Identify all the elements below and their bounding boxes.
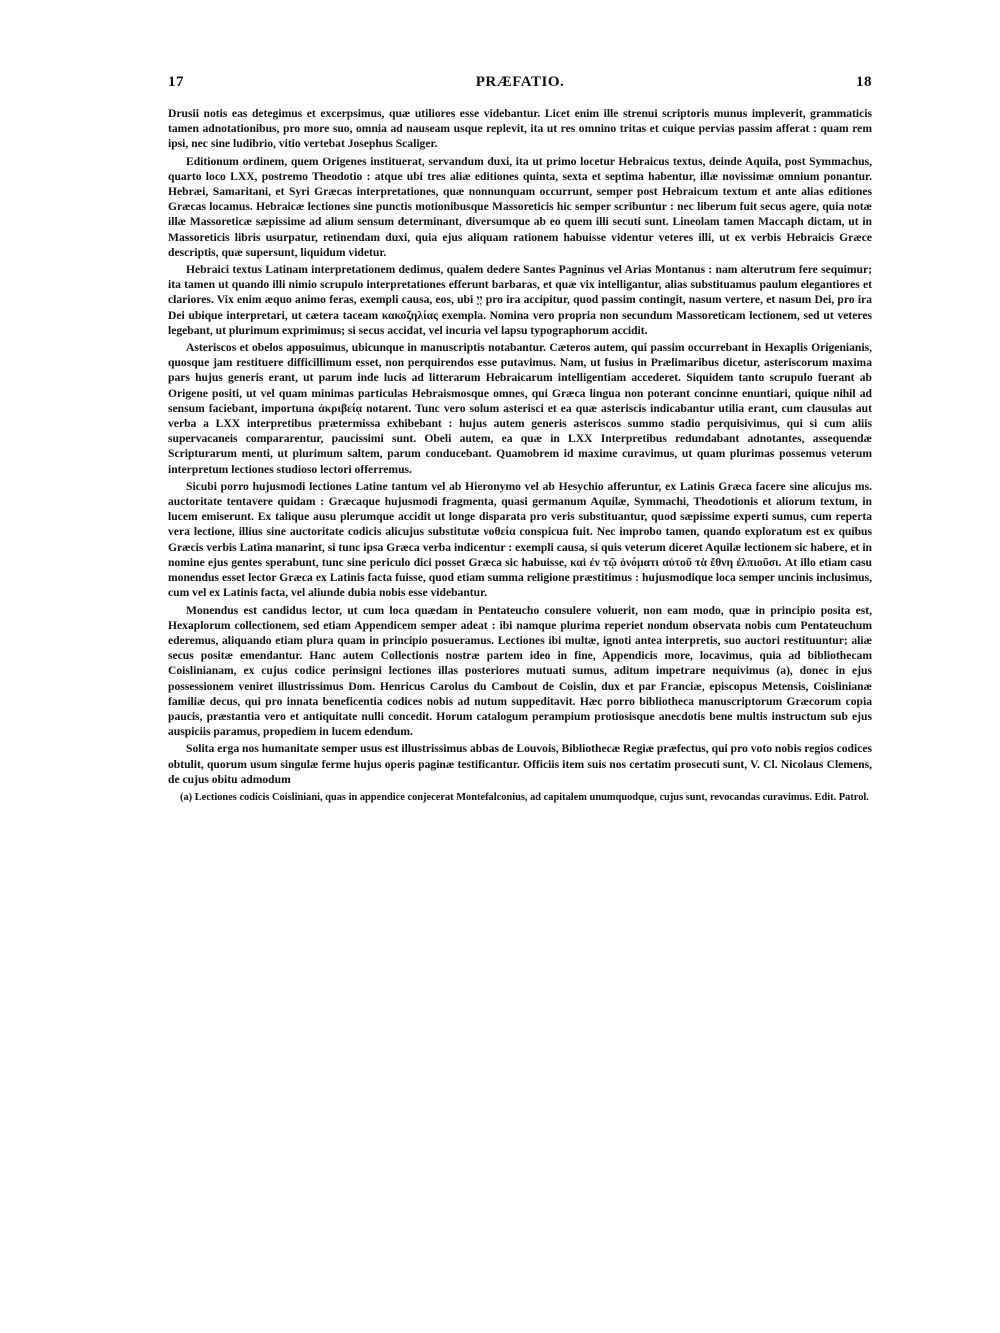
footnote: (a) Lectiones codicis Coisliniani, quas in appendice conjecerat Montefalconius, ad capitalem unumquodque, cujus sunt, revocandas curavimus. Edit. Patrol. [180,791,869,803]
running-title: PRÆFATIO. [475,74,565,90]
running-header [168,70,872,92]
body-text [168,106,872,787]
paragraph: Asteriscos et obelos apposuimus, ubicunque in manuscriptis notabantur. Cæteros autem, qui passim occurrebant in Hexaplis Origenianis, quosque jam restituere difficillimum esset, non perquirendos esse putavimus. Nam, ut fusius in Prælimaribus dicetur, asteriscorum maxima pars hujus generis erant, ut parum inde lucis ad litterarum Hebraicarum intelligentiam accederet. Siquidem tanto scrupulo fuerant ab Origene positi, ut vel quam minimas particulas Hebraismosque omnes, qui Græca lingua non poterant concinne enuntiari, quique nihil ad sensum faciebant, importuna ἀκριβείᾳ notarent. Tunc vero solum asterisci et ea quæ asteriscis indicabantur utilia erant, cum clausulas aut verba a LXX interpretibus prætermissa exhibebant : hujus autem generis asteriscos summo stadio perquisivimus, qui si cum aliis supervacaneis compararentur, paucissimi sunt. Obeli autem, ea quæ in LXX Interpretibus redundabant adnotantes, assequendæ Scripturarum menti, ut plurimum saltem, parum conducebant. Quamobrem id maxime curavimus, ut quam plurimas possemus veterum interpretum lectiones studioso lectori offerremus. [168,341,872,476]
paragraph: Sicubi porro hujusmodi lectiones Latine tantum vel ab Hieronymo vel ab Hesychio afferuntur, ex Latinis Græca facere sine alicujus ms. auctoritate tentavere quidam : Græcaque hujusmodi fragmenta, quasi germanum Aquilæ, Symmachi, Theodotionis et aliorum textum, in lucem emiserunt. Ex talique ausu plerumque accidit ut longe disparata pro veris substituantur, quod sæpissime experti sumus, cum reperta vera lectione, illius sine auctoritate codicis alicujus substitutæ νοθεία conspicua fuit. Nec improbo tamen, quando exploratum est ex quibus Græcis verbis Latina manarint, si tunc ipsa Græca verba indicentur : exempli causa, si quis veterum diceret Aquilæ lectionem sic habere, et in nomine ejus gentes sperabunt, tunc sine periculo dici posset Græca sic habuisse, καὶ ἐν τῷ ὀνόματι αὐτοῦ τὰ ἔθνη ἐλπιοῦσι. At illo etiam casu monendus esset lector Græca ex Latinis facta fuisse, quod etiam summa religione præstitimus : hujusmodique loca semper uncinis inclusimus, cum vel ex Latinis facta, vel aliunde dubia nobis esse videbantur. [168,479,872,600]
page-number-right: 18 [856,74,872,90]
paragraph: Hebraici textus Latinam interpretationem dedimus, qualem dedere Santes Pagninus vel Arias Montanus : nam alterutrum fere sequimur; ita tamen ut quando illi nimio scrupulo interpretationes efferunt barbaras, et quæ vix intelligantur, alias substituamus paulum elegantiores et clariores. Vix enim æquo animo feras, exempli causa, eos, ubi יְיָ pro ira accipitur, quod passim contingit, nasum vertere, et nasum Dei, pro ira Dei ubique interpretari, ut cætera taceam κακοζηλίας exempla. Nomina vero propria non secundum Massoreticam lectionem, sed ut veteres legebant, ut plurimum exprimimus; si secus accidat, vel incuria vel lapsu typographorum accidit. [168,263,872,337]
paragraph: Monendus est candidus lector, ut cum loca quædam in Pentateucho consulere voluerit, non eam modo, quæ in principio posita est, Hexaplorum collectionem, sed etiam Appendicem semper adeat : ibi namque plurima reperiet nondum observata nobis cum Pentateuchum ederemus, aliquando etiam plura quam in principio posueramus. Lectiones ibi multæ, ignoti antea interpretis, suo auctori restituuntur; aliæ secus positæ emendantur. Hanc autem Collectionis nostræ partem ideo in fine, Appendicis more, locavimus, quia ad bibliothecam Coislinianam, ex cujus codice perinsigni lectiones illas posteriores mutuati sumus, aditum impetrare nequivimus (a), donec in ejus possessionem veniret illustrissimus Dom. Henricus Carolus du Cambout de Coislin, dux et par Franciæ, episcopus Metensis, Coislinianæ familiæ decus, qui pro innata beneficentia codices nobis ad nutum suppeditavit. Hæc porro bibliotheca manuscriptorum Græcorum copia paucis, præstantia vero et antiquitate nulli concedit. Horum catalogum perampium protiosisque anecdotis bene multis instructum sub ejus auspiciis paramus, propediem in lucem edendum. [168,603,872,739]
document-page [168,70,872,1270]
paragraph: Solita erga nos humanitate semper usus est illustrissimus abbas de Louvois, Bibliothecæ Regiæ præfectus, qui pro voto nobis regios codices obtulit, quorum usum singulæ ferme hujus operis paginæ testificantur. Officiis item suis nos certatim prosecuti sunt, V. Cl. Nicolaus Clemens, de cujus obitu admodum [168,742,872,786]
page-number-left: 17 [168,74,184,90]
paragraph: Editionum ordinem, quem Origenes instituerat, servandum duxi, ita ut primo locetur Hebraicus textus, deinde Aquila, post Symmachus, quarto loco LXX, postremo Theodotio : atque ubi tres aliæ editiones quinta, sexta et septima habentur, illæ novissimæ omnium ponantur. Hebræi, Samaritani, et Syri Græcas interpretationes, quæ nonnunquam occurrunt, semper post Hebraicum textum et ante alias editiones Græcas locamus. Hebraicæ lectiones sine punctis motionibusque Massoreticis hic semper scribuntur : nec liberum fuit secus agere, quia notæ illæ Massoreticæ sæpissime ad alium sensum determinant, diversumque ab eo quem illi secuti sunt. Lineolam tamen Maccaph dictam, ut in Massoreticis libris usurpatur, retinendam duxi, quia ejus aliquam rationem habuisse videntur veteres illi, ut ex verbis Hebraicis Græce descriptis, quæ supersunt, liquidum videtur. [168,154,872,259]
paragraph: Drusii notis eas detegimus et excerpsimus, quæ utiliores esse videbantur. Licet enim ille strenui scriptoris munus impleverit, grammaticis tamen adnotationibus, pro more suo, omnia ad nauseam usque replevit, ita ut res omnino tritas et cuique pervias passim afferat : quam rem ipsi, nec sine ludibrio, vitio vertebat Josephus Scaliger. [168,107,872,151]
